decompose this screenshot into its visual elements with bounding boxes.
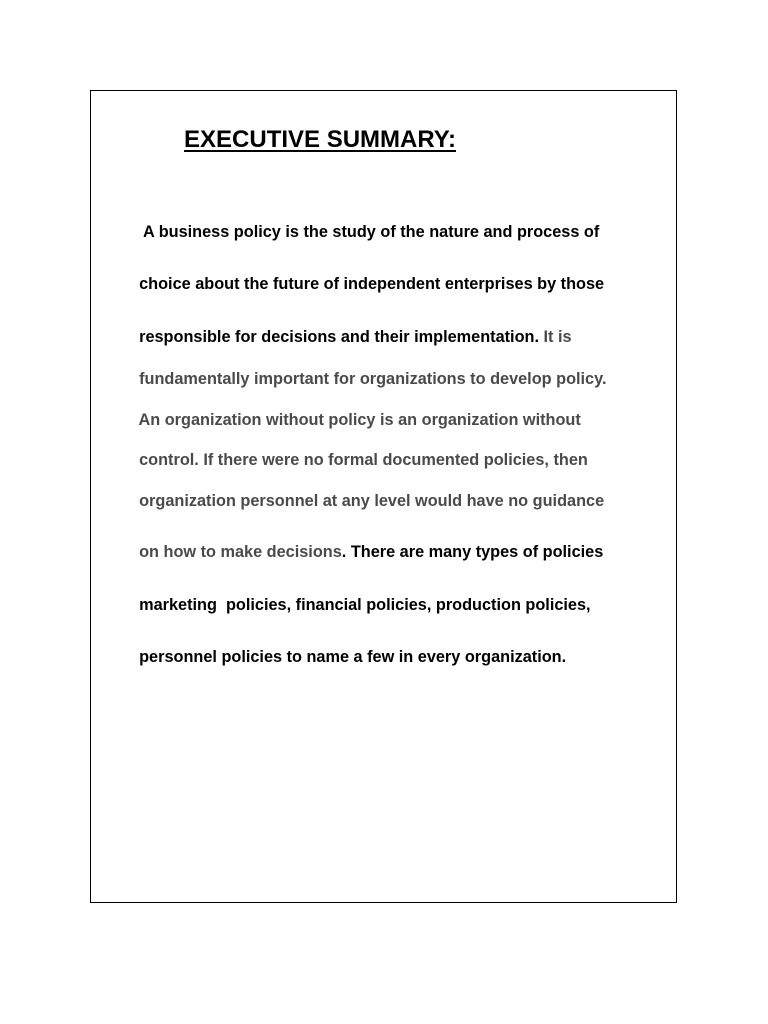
body-line-10 (121, 627, 566, 687)
text-run-gray: It is (543, 328, 572, 346)
body-line-1 (121, 202, 599, 262)
body-line-9 (121, 575, 591, 635)
text-run: choice about the future of independent enterprises by those (139, 275, 605, 293)
text-run-gray: control. If there were no formal documented policies, then (139, 451, 588, 469)
text-run-gray: organization personnel at any level would have no guidance (139, 492, 605, 510)
body-line-2 (121, 254, 604, 314)
text-run-gray: An organization without policy is an organization without (138, 411, 581, 429)
text-run-gray: fundamentally important for organizations to develop policy. (139, 370, 607, 388)
text-run: . There are many types of policies (341, 543, 604, 561)
text-run: A business policy is the study of the nature and process of (139, 223, 600, 241)
text-run: marketing policies, financial policies, production policies, (139, 596, 591, 614)
page-title: EXECUTIVE SUMMARY: (184, 126, 457, 153)
body-line-8 (121, 522, 603, 582)
text-run: personnel policies to name a few in every organization. (139, 648, 567, 666)
text-run-gray: on how to make decisions (139, 543, 342, 561)
text-run: responsible for decisions and their implementation. (139, 328, 544, 346)
